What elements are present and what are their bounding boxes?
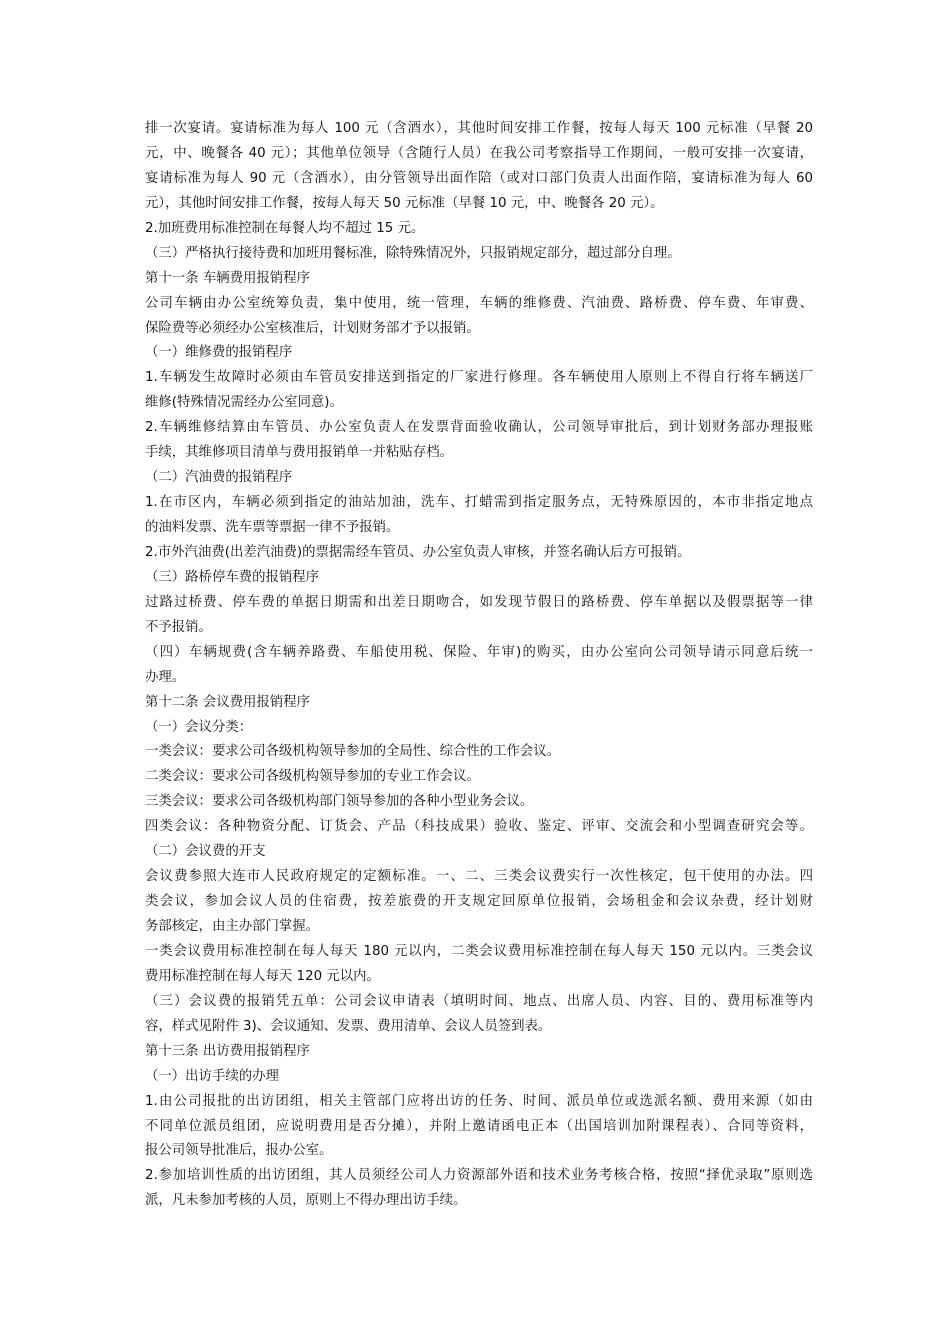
text-line: 元，中、晚餐各 40 元）；其他单位领导（含随行人员）在我公司考察指导工作期间，一般可安排一次宴请， bbox=[145, 145, 813, 161]
text-line: 类会议，参加会议人员的住宿费，按差旅费的开支规定回原单位报销，会场租金和会议杂费，经计划财 bbox=[145, 894, 813, 910]
text-line: 会议费参照大连市人民政府规定的定额标准。一、二、三类会议费实行一次性核定，包干使用的办法。四 bbox=[145, 869, 813, 885]
text-line: 三类会议：要求公司各级机构部门领导参加的各种小型业务会议。 bbox=[145, 794, 534, 810]
text-line: 不同单位派员组团，应说明费用是否分摊），并附上邀请函电正本（出国培训加附课程表）、合同等资料， bbox=[145, 1118, 813, 1134]
text-line: 第十三条 出访费用报销程序 bbox=[145, 1043, 310, 1059]
text-line: 办理。 bbox=[145, 669, 186, 685]
text-line: 1.由公司报批的出访团组，相关主管部门应将出访的任务、时间、派员单位或选派名额、费用来源（如由 bbox=[145, 1093, 813, 1109]
text-line: 1.在市区内，车辆必须到指定的油站加油，洗车、打蜡需到指定服务点，无特殊原因的，本市非指定地点 bbox=[145, 495, 813, 511]
text-line: （三）严格执行接待费和加班用餐标准，除特殊情况外，只报销规定部分，超过部分自理。 bbox=[145, 245, 681, 261]
text-line: 的油料发票、洗车票等票据一律不予报销。 bbox=[145, 520, 400, 535]
text-line: （三）路桥停车费的报销程序 bbox=[145, 569, 320, 585]
text-line: 2.参加培训性质的出访团组，其人员须经公司人力资源部外语和技术业务考核合格，按照“择优录取”原则选 bbox=[145, 1168, 813, 1184]
text-line: 宴请标准为每人 90 元（含酒水），由分管领导出面作陪（或对口部门负责人出面作陪，宴请标准为每人 60 bbox=[145, 170, 813, 186]
text-line: 手续，其维修项目清单与费用报销单一并粘贴存档。 bbox=[145, 445, 453, 461]
text-line: 务部核定，由主办部门掌握。 bbox=[145, 919, 320, 934]
text-line: 第十二条 会议费用报销程序 bbox=[145, 694, 310, 710]
text-line: 容，样式见附件 3)、会议通知、发票、费用清单、会议人员签到表。 bbox=[145, 1018, 552, 1034]
text-line: （三）会议费的报销凭五单：公司会议申请表（填明时间、地点、出席人员、内容、目的、费用标准等内 bbox=[145, 993, 813, 1009]
text-line: 报公司领导批准后，报办公室。 bbox=[145, 1143, 333, 1159]
document-body bbox=[145, 117, 813, 1214]
text-line: （二）会议费的开支 bbox=[145, 844, 266, 860]
text-line: （一）维修费的报销程序 bbox=[145, 345, 293, 361]
text-line: 一类会议费用标准控制在每人每天 180 元以内，二类会议费用标准控制在每人每天 150 元以内。三类会议 bbox=[145, 943, 813, 959]
text-line: 不予报销。 bbox=[145, 619, 212, 635]
text-line: 过路过桥费、停车费的单据日期需和出差日期吻合，如发现节假日的路桥费、停车单据以及假票据等一律 bbox=[145, 594, 813, 610]
text-line: 一类会议：要求公司各级机构领导参加的全局性、综合性的工作会议。 bbox=[145, 744, 561, 760]
text-line: 二类会议：要求公司各级机构领导参加的专业工作会议。 bbox=[145, 769, 480, 785]
text-line: 第十一条 车辆费用报销程序 bbox=[145, 270, 310, 286]
text-line: 四类会议：各种物资分配、订货会、产品（科技成果）验收、鉴定、评审、交流会和小型调查研究会等。 bbox=[145, 819, 813, 835]
text-line: 保险费等必须经办公室核准后，计划财务部才予以报销。 bbox=[145, 320, 480, 336]
text-line: 公司车辆由办公室统筹负责，集中使用，统一管理，车辆的维修费、汽油费、路桥费、停车费、年审费、 bbox=[145, 295, 813, 311]
text-line: 2.加班费用标准控制在每餐人均不超过 15 元。 bbox=[145, 220, 425, 236]
text-line: 维修(特殊情况需经办公室同意)。 bbox=[145, 395, 343, 411]
text-line: （四）车辆规费(含车辆养路费、车船使用税、保险、年审)的购买，由办公室向公司领导请示同意后统一 bbox=[145, 644, 813, 660]
text-line: （一）会议分类： bbox=[145, 719, 253, 735]
text-line: 2.市外汽油费(出差汽油费)的票据需经车管员、办公室负责人审核，并签名确认后方可报销。 bbox=[145, 544, 691, 560]
text-line: 派，凡未参加考核的人员，原则上不得办理出访手续。 bbox=[145, 1193, 467, 1209]
text-line: 排一次宴请。宴请标准为每人 100 元（含酒水），其他时间安排工作餐，按每人每天 100 元标准（早餐 20 bbox=[145, 121, 813, 136]
text-line: 费用标准控制在每人每天 120 元以内。 bbox=[145, 968, 380, 984]
text-line: 2.车辆维修结算由车管员、办公室负责人在发票背面验收确认，公司领导审批后，到计划财务部办理报账 bbox=[145, 420, 813, 436]
text-line: （一）出访手续的办理 bbox=[145, 1068, 279, 1084]
text-line: 元），其他时间安排工作餐，按每人每天 50 元标准（早餐 10 元，中、晚餐各 20 元）。 bbox=[145, 195, 664, 211]
text-line: （二）汽油费的报销程序 bbox=[145, 470, 293, 486]
text-line: 1.车辆发生故障时必须由车管员安排送到指定的厂家进行修理。各车辆使用人原则上不得自行将车辆送厂 bbox=[145, 370, 813, 386]
